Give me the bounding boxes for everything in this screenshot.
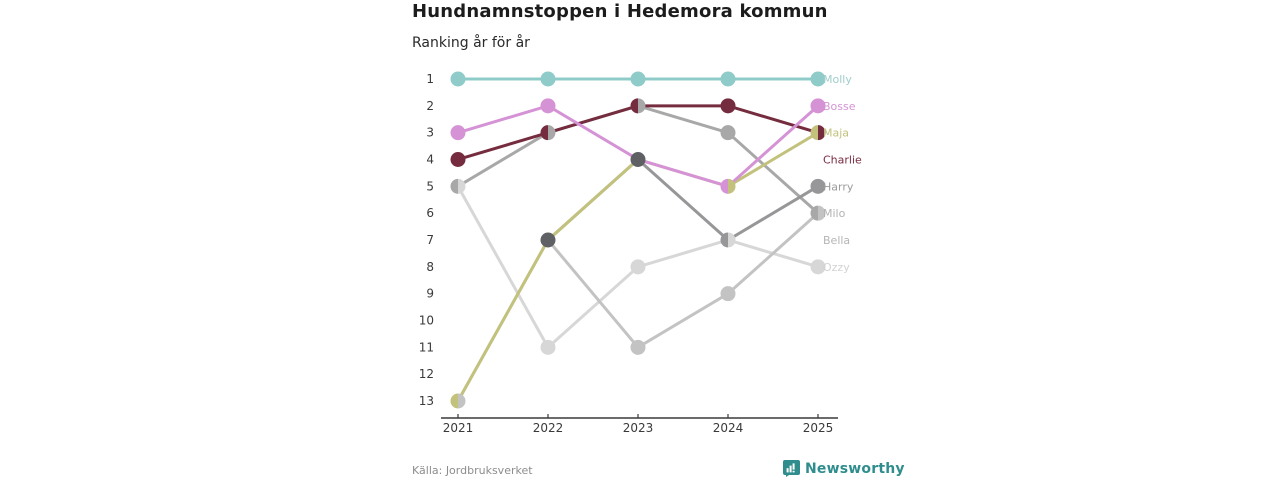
year-axis-label: 2024 bbox=[712, 421, 744, 435]
year-axis-label: 2021 bbox=[442, 421, 474, 435]
dot-tie-stack bbox=[541, 232, 556, 247]
rank-axis-label: 10 bbox=[418, 313, 434, 328]
dot-half-milo bbox=[548, 125, 556, 140]
dot-milo bbox=[721, 125, 736, 140]
rank-axis-label: 8 bbox=[426, 259, 434, 274]
dot-bella bbox=[631, 340, 646, 355]
rank-axis-label: 1 bbox=[426, 72, 434, 86]
dot-molly bbox=[631, 72, 646, 87]
dot-half-bosse bbox=[721, 179, 728, 194]
series-label-molly: Molly bbox=[823, 73, 852, 86]
rank-axis-label: 6 bbox=[426, 206, 434, 221]
dot-bella bbox=[721, 286, 736, 301]
series-label-charlie: Charlie bbox=[823, 153, 862, 167]
year-axis-label: 2022 bbox=[532, 421, 564, 435]
rank-axis-label: 12 bbox=[418, 367, 434, 382]
series-label-bosse: Bosse bbox=[823, 99, 856, 113]
dot-molly bbox=[541, 72, 556, 87]
dot-charlie bbox=[721, 98, 736, 113]
rank-axis-label: 5 bbox=[426, 179, 434, 194]
dot-molly bbox=[721, 72, 736, 87]
dot-half-maja bbox=[451, 393, 458, 408]
dot-half-milo bbox=[638, 98, 646, 113]
series-label-bella: Bella bbox=[823, 233, 851, 247]
dot-half-milo bbox=[451, 179, 458, 194]
series-line-charlie bbox=[458, 106, 818, 160]
brand-lockup bbox=[783, 460, 905, 477]
series-label-harry: Harry bbox=[823, 180, 854, 194]
series-label-milo: Milo bbox=[823, 207, 846, 221]
chart-title: Hundnamnstoppen i Hedemora kommun bbox=[412, 1, 828, 22]
dot-molly bbox=[451, 72, 466, 87]
series-label-maja: Maja bbox=[823, 126, 850, 140]
source-note: Källa: Jordbruksverket bbox=[412, 464, 533, 477]
dot-bosse bbox=[541, 98, 556, 113]
rank-axis-label: 9 bbox=[426, 286, 434, 301]
brand-name: Newsworthy bbox=[805, 460, 905, 477]
dot-half-bella bbox=[458, 393, 466, 408]
year-axis-label: 2023 bbox=[622, 421, 654, 435]
rank-axis-label: 7 bbox=[426, 232, 434, 247]
dot-charlie bbox=[451, 152, 466, 167]
dot-bosse bbox=[451, 125, 466, 140]
rank-axis-label: 4 bbox=[426, 152, 434, 167]
chart-subtitle: Ranking år för år bbox=[412, 35, 530, 51]
dot-tie-stack bbox=[631, 152, 646, 167]
dot-half-charlie bbox=[631, 98, 638, 113]
year-axis-label: 2025 bbox=[802, 421, 834, 435]
dot-ozzy bbox=[631, 259, 646, 274]
rank-axis-label: 3 bbox=[426, 125, 434, 140]
rank-axis-label: 11 bbox=[418, 340, 434, 355]
dot-ozzy bbox=[541, 340, 556, 355]
newsworthy-logo-icon bbox=[783, 460, 800, 477]
rank-axis-label: 2 bbox=[426, 98, 434, 113]
series-label-ozzy: Ozzy bbox=[823, 260, 850, 274]
rank-axis-label: 13 bbox=[418, 393, 434, 408]
